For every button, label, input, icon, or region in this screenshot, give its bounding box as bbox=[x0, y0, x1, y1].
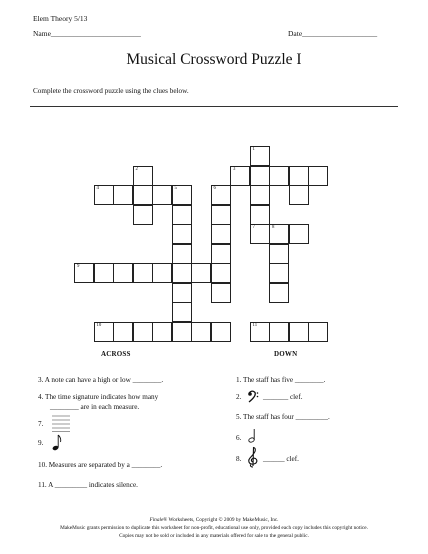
across-clue-10: 10. Measures are separated by a ________. bbox=[38, 461, 163, 469]
grid-cell-number: 5 bbox=[174, 186, 177, 191]
grid-cell[interactable] bbox=[191, 322, 211, 342]
page-title: Musical Crossword Puzzle I bbox=[126, 51, 302, 68]
staff-lines-icon bbox=[52, 414, 70, 432]
treble-clef-icon bbox=[246, 446, 260, 468]
grid-cell-number: 11 bbox=[252, 322, 258, 328]
grid-cell-number: 6 bbox=[213, 186, 216, 191]
grid-cell-number: 7 bbox=[252, 225, 255, 230]
across-clue-4: 4. The time signature indicates how many bbox=[38, 393, 159, 401]
across-clue-3: 3. A note can have a high or low ________. bbox=[38, 376, 164, 384]
across-clue-4-cont: ________ are in each measure. bbox=[50, 403, 140, 411]
footer-permission: MakeMusic grants permission to duplicate this worksheet for non-profit, educational use only, provided each copy includes this copyright notice. bbox=[60, 525, 368, 531]
grid-cell[interactable] bbox=[250, 224, 270, 244]
grid-cell[interactable] bbox=[133, 185, 153, 205]
down-clue-1: 1. The staff has five ________. bbox=[236, 376, 326, 384]
bass-clef-icon bbox=[247, 390, 259, 403]
grid-cell-number: 4 bbox=[96, 186, 99, 191]
grid-cell[interactable] bbox=[133, 322, 153, 342]
grid-cell[interactable] bbox=[211, 205, 231, 225]
down-clue-5: 5. The staff has four _________. bbox=[236, 413, 330, 421]
grid-cell[interactable] bbox=[133, 166, 153, 186]
grid-cell[interactable] bbox=[113, 263, 133, 283]
across-heading: ACROSS bbox=[101, 350, 131, 358]
grid-cell[interactable] bbox=[269, 224, 289, 244]
grid-cell[interactable] bbox=[152, 185, 172, 205]
down-clue-2: 2. bbox=[236, 393, 242, 401]
grid-cell[interactable] bbox=[133, 263, 153, 283]
grid-cell[interactable] bbox=[172, 205, 192, 225]
grid-cell[interactable] bbox=[289, 224, 309, 244]
grid-cell[interactable] bbox=[113, 322, 133, 342]
footer-restriction: Copies may not be sold or included in any materials offered for sale to the general public. bbox=[119, 533, 309, 539]
grid-cell[interactable] bbox=[289, 166, 309, 186]
grid-cell[interactable] bbox=[133, 205, 153, 225]
grid-cell-number: 1 bbox=[252, 147, 255, 152]
down-clue-8: 8. bbox=[236, 455, 242, 463]
grid-cell[interactable] bbox=[250, 146, 270, 166]
grid-cell[interactable] bbox=[269, 283, 289, 303]
down-clue-8-tail: ______ clef. bbox=[263, 455, 299, 463]
across-clue-9: 9. bbox=[38, 439, 44, 447]
grid-cell[interactable] bbox=[172, 224, 192, 244]
grid-cell[interactable] bbox=[113, 185, 133, 205]
grid-cell-number: 2 bbox=[135, 166, 138, 172]
grid-cell[interactable] bbox=[269, 166, 289, 186]
grid-cell-number: 3 bbox=[233, 166, 236, 172]
grid-cell[interactable] bbox=[211, 224, 231, 244]
instructions: Complete the crossword puzzle using the clues below. bbox=[33, 87, 189, 95]
grid-cell[interactable] bbox=[94, 185, 114, 205]
grid-cell[interactable] bbox=[211, 283, 231, 303]
grid-cell[interactable] bbox=[269, 263, 289, 283]
grid-cell[interactable] bbox=[211, 185, 231, 205]
grid-cell[interactable] bbox=[308, 322, 328, 342]
grid-cell[interactable] bbox=[211, 263, 231, 283]
half-note-icon bbox=[248, 428, 257, 443]
grid-cell[interactable] bbox=[308, 166, 328, 186]
footer-copyright-text: ® Worksheets, Copyright © 2009 by MakeMusic, Inc. bbox=[163, 517, 279, 523]
across-clue-7: 7. bbox=[38, 420, 44, 428]
grid-cell[interactable] bbox=[152, 263, 172, 283]
eighth-note-icon bbox=[52, 434, 62, 452]
grid-cell[interactable] bbox=[152, 322, 172, 342]
grid-cell[interactable] bbox=[172, 244, 192, 264]
grid-cell[interactable] bbox=[191, 263, 211, 283]
grid-cell[interactable] bbox=[172, 263, 192, 283]
grid-cell[interactable] bbox=[172, 302, 192, 322]
down-heading: DOWN bbox=[274, 350, 298, 358]
grid-cell[interactable] bbox=[94, 263, 114, 283]
down-clue-6: 6. bbox=[236, 434, 242, 442]
grid-cell[interactable] bbox=[230, 166, 250, 186]
grid-cell-number: 8 bbox=[272, 225, 275, 230]
across-clue-11: 11. A _________ indicates silence. bbox=[38, 481, 138, 489]
course-label: Elem Theory 5/13 bbox=[33, 14, 88, 23]
grid-cell[interactable] bbox=[269, 322, 289, 342]
down-clue-2-tail: _______ clef. bbox=[263, 393, 303, 401]
grid-cell[interactable] bbox=[172, 185, 192, 205]
grid-cell[interactable] bbox=[250, 322, 270, 342]
grid-cell[interactable] bbox=[94, 322, 114, 342]
date-field[interactable]: Date____________________ bbox=[288, 29, 378, 38]
grid-cell[interactable] bbox=[289, 322, 309, 342]
grid-cell[interactable] bbox=[289, 185, 309, 205]
footer-copyright bbox=[0, 517, 428, 524]
grid-cell[interactable] bbox=[172, 322, 192, 342]
grid-cell[interactable] bbox=[250, 185, 270, 205]
grid-cell-number: 9 bbox=[77, 264, 80, 269]
grid-cell[interactable] bbox=[250, 205, 270, 225]
grid-cell[interactable] bbox=[172, 283, 192, 303]
grid-cell[interactable] bbox=[211, 322, 231, 342]
grid-cell[interactable] bbox=[211, 244, 231, 264]
grid-cell[interactable] bbox=[250, 166, 270, 186]
name-field[interactable]: Name________________________ bbox=[33, 29, 141, 38]
grid-cell[interactable] bbox=[74, 263, 94, 283]
grid-cell[interactable] bbox=[269, 244, 289, 264]
footer-brand: Finale bbox=[149, 517, 164, 523]
grid-cell-number: 10 bbox=[96, 322, 102, 328]
